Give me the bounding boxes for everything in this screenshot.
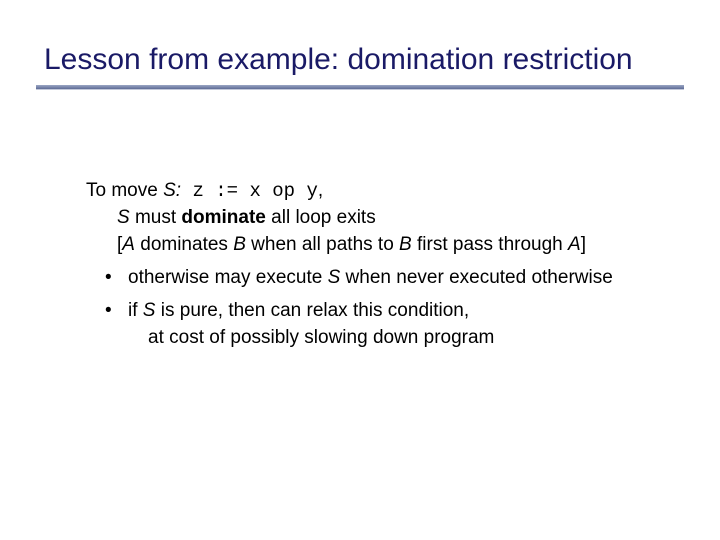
bullet-marker-1: • [105, 267, 112, 288]
line3-t2: when all paths to [245, 234, 400, 255]
body-line-2 [117, 206, 376, 230]
body-line-3 [117, 233, 586, 257]
bullet-item-2 [128, 299, 469, 323]
bullet2-t2: is pure, then can relax this condition, [155, 300, 470, 321]
line1-s-italic: S: [163, 180, 182, 201]
line1-code: z := x op y [181, 180, 318, 202]
line3-open: [ [117, 234, 123, 255]
bullet-item-2-continuation: at cost of possibly slowing down program [148, 327, 495, 348]
bullet1-t2: when never executed otherwise [340, 267, 613, 288]
line3-b1: B [233, 234, 246, 255]
bullet1-t1: otherwise may execute [128, 267, 328, 288]
line3-t1: dominates [134, 234, 234, 255]
line2-text-a: must [129, 207, 182, 228]
body-line-1 [86, 179, 323, 203]
bullet-item-1 [128, 266, 613, 290]
line2-bold: dominate [181, 207, 266, 228]
line3-close: ] [580, 234, 586, 255]
line3-a1: A [122, 234, 135, 255]
line3-b2: B [399, 234, 412, 255]
line1-prefix: To move [86, 180, 164, 201]
line3-t3: first pass through [411, 234, 569, 255]
bullet-marker-2: • [105, 300, 112, 321]
line3-a2: A [568, 234, 581, 255]
line2-text-b: all loop exits [265, 207, 376, 228]
line2-s-italic: S [117, 207, 130, 228]
line1-suffix: , [317, 180, 324, 201]
bullet1-s: S [327, 267, 341, 288]
bullet2-s: S [142, 300, 156, 321]
bullet2-t1: if [128, 300, 143, 321]
slide-title: Lesson from example: domination restriction [44, 43, 633, 76]
